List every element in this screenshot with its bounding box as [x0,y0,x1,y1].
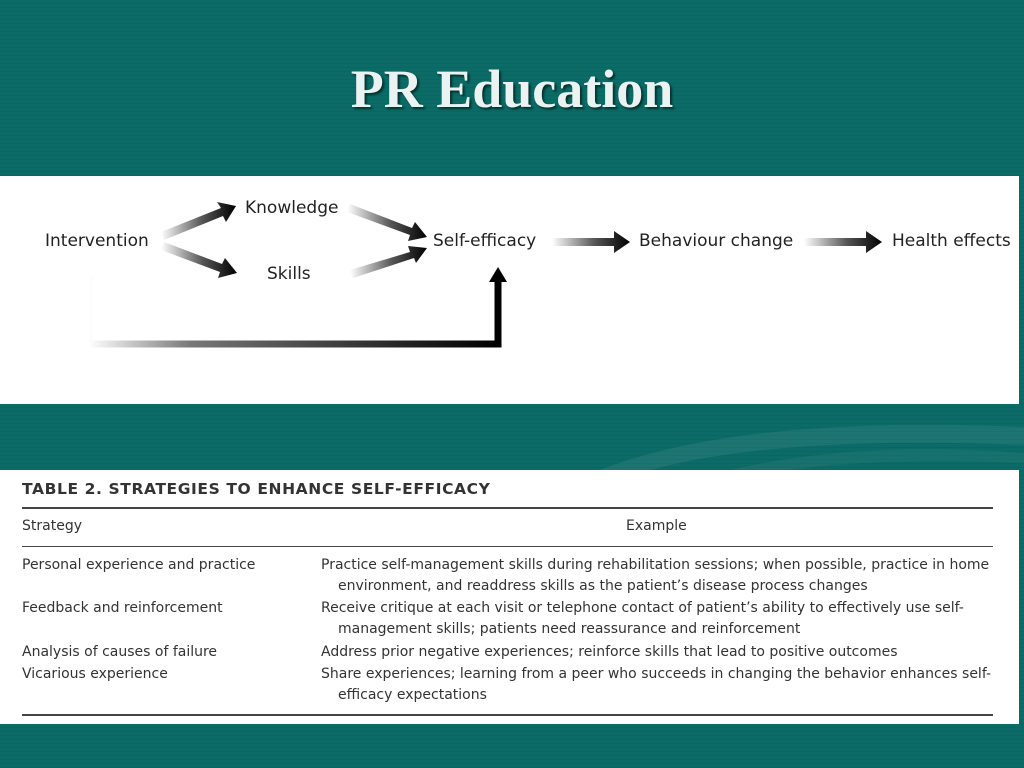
arrow-knowledge-to-self-efficacy [347,204,427,241]
row-strategy: Vicarious experience [22,666,168,682]
node-health-effects: Health effects [892,231,1011,251]
row-example: Practice self-management skills during rehabilitation sessions; when possible, practice in home environment, and readdress skills as the patient’s disease process changes [321,557,990,594]
self-efficacy-diagram [0,176,1019,404]
row-strategy: Personal experience and practice [22,557,256,573]
column-header-strategy: Strategy [22,518,82,534]
table-header-rule [22,546,993,547]
arrow-intervention-to-skills [161,242,237,278]
node-self-efficacy: Self-efficacy [433,231,537,251]
arrow-self-efficacy-to-behaviour-change [552,231,630,253]
column-header-example: Example [626,518,687,534]
slide-title: PR Education [350,59,674,119]
table-top-rule [22,507,993,509]
table-title: TABLE 2. STRATEGIES TO ENHANCE SELF-EFFICACY [22,480,491,498]
arrow-skills-to-self-efficacy [350,246,427,278]
background-swoosh-decoration [560,405,1024,470]
node-skills: Skills [267,264,311,284]
row-example: Address prior negative experiences; reinforce skills that lead to positive outcomes [321,644,898,660]
arrow-intervention-to-knowledge [161,202,236,240]
node-behaviour-change: Behaviour change [639,231,794,251]
node-knowledge: Knowledge [245,198,339,218]
table-bottom-rule [22,714,993,716]
row-strategy: Feedback and reinforcement [22,600,223,616]
node-intervention: Intervention [45,231,149,251]
row-strategy: Analysis of causes of failure [22,644,218,660]
arrow-behaviour-change-to-health-effects [804,231,882,253]
row-example: Share experiences; learning from a peer who succeeds in changing the behavior enhances self-efficacy expectations [321,666,992,703]
strategies-table [0,470,1019,724]
row-example: Receive critique at each visit or telephone contact of patient’s ability to effectively use self-management skills; patients need reassurance and reinforcement [321,600,964,637]
